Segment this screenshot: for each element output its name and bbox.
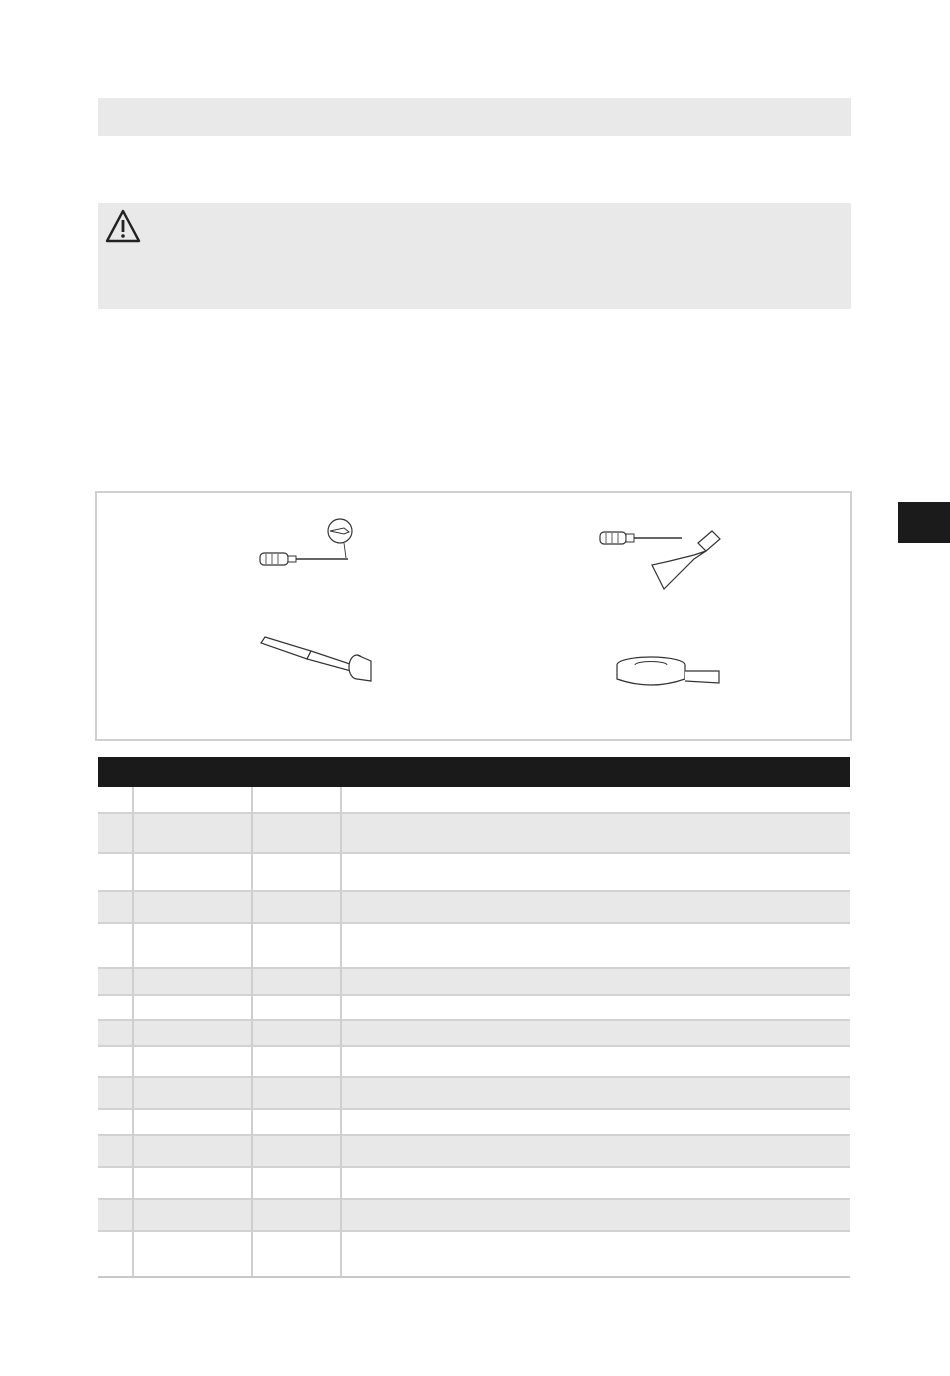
table-row <box>98 924 850 969</box>
table-row <box>98 1136 850 1168</box>
tape-roll-icon <box>611 655 723 691</box>
table-row <box>98 787 850 814</box>
chapter-side-tab <box>898 502 950 543</box>
table-row <box>98 996 850 1021</box>
table-row <box>98 1232 850 1276</box>
rubber-mallet-icon <box>255 631 387 691</box>
warning-box <box>98 203 851 309</box>
table-row <box>98 969 850 996</box>
screwdriver-icon <box>252 518 372 578</box>
table-header <box>98 757 850 787</box>
section-heading-bar <box>98 98 851 136</box>
warning-triangle-icon <box>104 208 142 244</box>
screwdriver-and-spatula-icon <box>594 521 734 593</box>
table-row <box>98 1047 850 1078</box>
table-row <box>98 892 850 924</box>
column-divider <box>132 787 134 1277</box>
column-divider <box>340 787 342 1277</box>
table-row <box>98 814 850 854</box>
table-bottom-rule <box>98 1276 850 1278</box>
column-divider <box>251 787 253 1277</box>
table-row <box>98 1168 850 1200</box>
tools-panel <box>95 491 852 741</box>
table-row <box>98 1200 850 1232</box>
table-row <box>98 1110 850 1136</box>
table-row <box>98 1021 850 1047</box>
table-row <box>98 854 850 892</box>
table-row <box>98 1078 850 1110</box>
